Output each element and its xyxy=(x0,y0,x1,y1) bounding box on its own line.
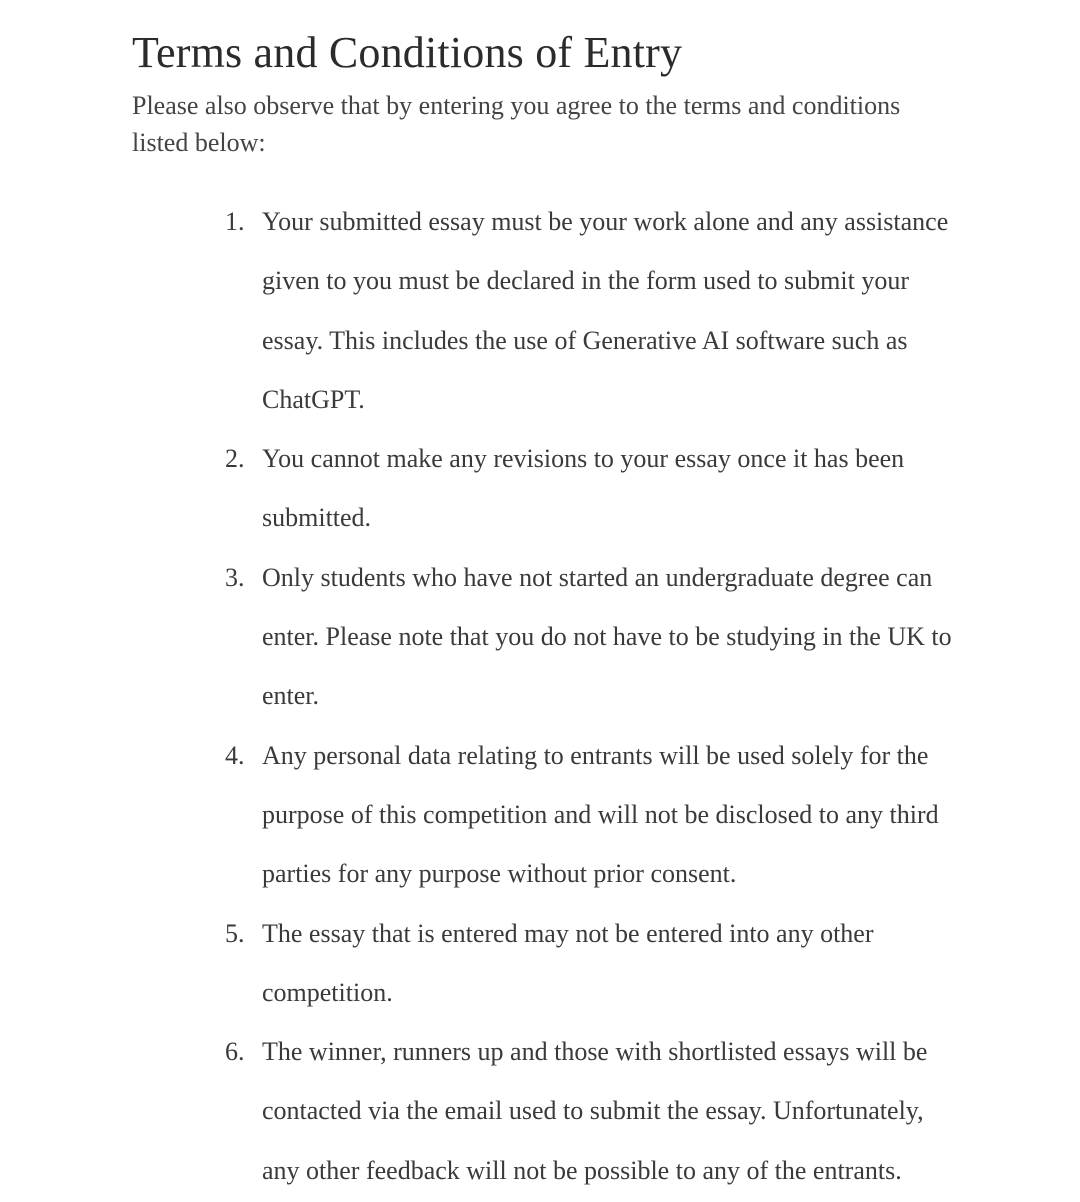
term-number: 3. xyxy=(225,562,245,592)
term-number: 4. xyxy=(225,740,245,770)
term-item-6 xyxy=(225,1022,965,1200)
term-text: Any personal data relating to entrants will be used solely for the purpose of this competition and will not be disclosed to any third parties for any purpose without prior consent. xyxy=(262,740,939,889)
intro-paragraph: Please also observe that by entering you agree to the terms and conditions listed below: xyxy=(132,91,901,157)
term-item-1 xyxy=(225,192,965,429)
term-item-4 xyxy=(225,726,965,904)
terms-list xyxy=(225,192,965,1200)
term-text: The winner, runners up and those with shortlisted essays will be contacted via the email used to submit the essay. Unfortunately, any other feedback will not be possible to any of the entrants. xyxy=(262,1037,928,1185)
term-item-3 xyxy=(225,548,965,726)
term-item-2 xyxy=(225,429,965,548)
term-number: 5. xyxy=(225,918,245,948)
term-text: Only students who have not started an undergraduate degree can enter. Please note that you do not have to be studying in the UK to enter. xyxy=(262,562,952,711)
term-number: 2. xyxy=(225,444,245,474)
term-text: Your submitted essay must be your work alone and any assistance given to you must be declared in the form used to submit your essay. This includes the use of Generative AI software such as ChatGPT. xyxy=(262,207,949,414)
term-number: 1. xyxy=(225,207,245,236)
term-text: You cannot make any revisions to your essay once it has been submitted. xyxy=(262,444,905,533)
term-item-5 xyxy=(225,904,965,1023)
term-number: 6. xyxy=(225,1037,245,1067)
term-text: The essay that is entered may not be entered into any other competition. xyxy=(262,918,874,1007)
page-title: Terms and Conditions of Entry xyxy=(132,28,683,77)
